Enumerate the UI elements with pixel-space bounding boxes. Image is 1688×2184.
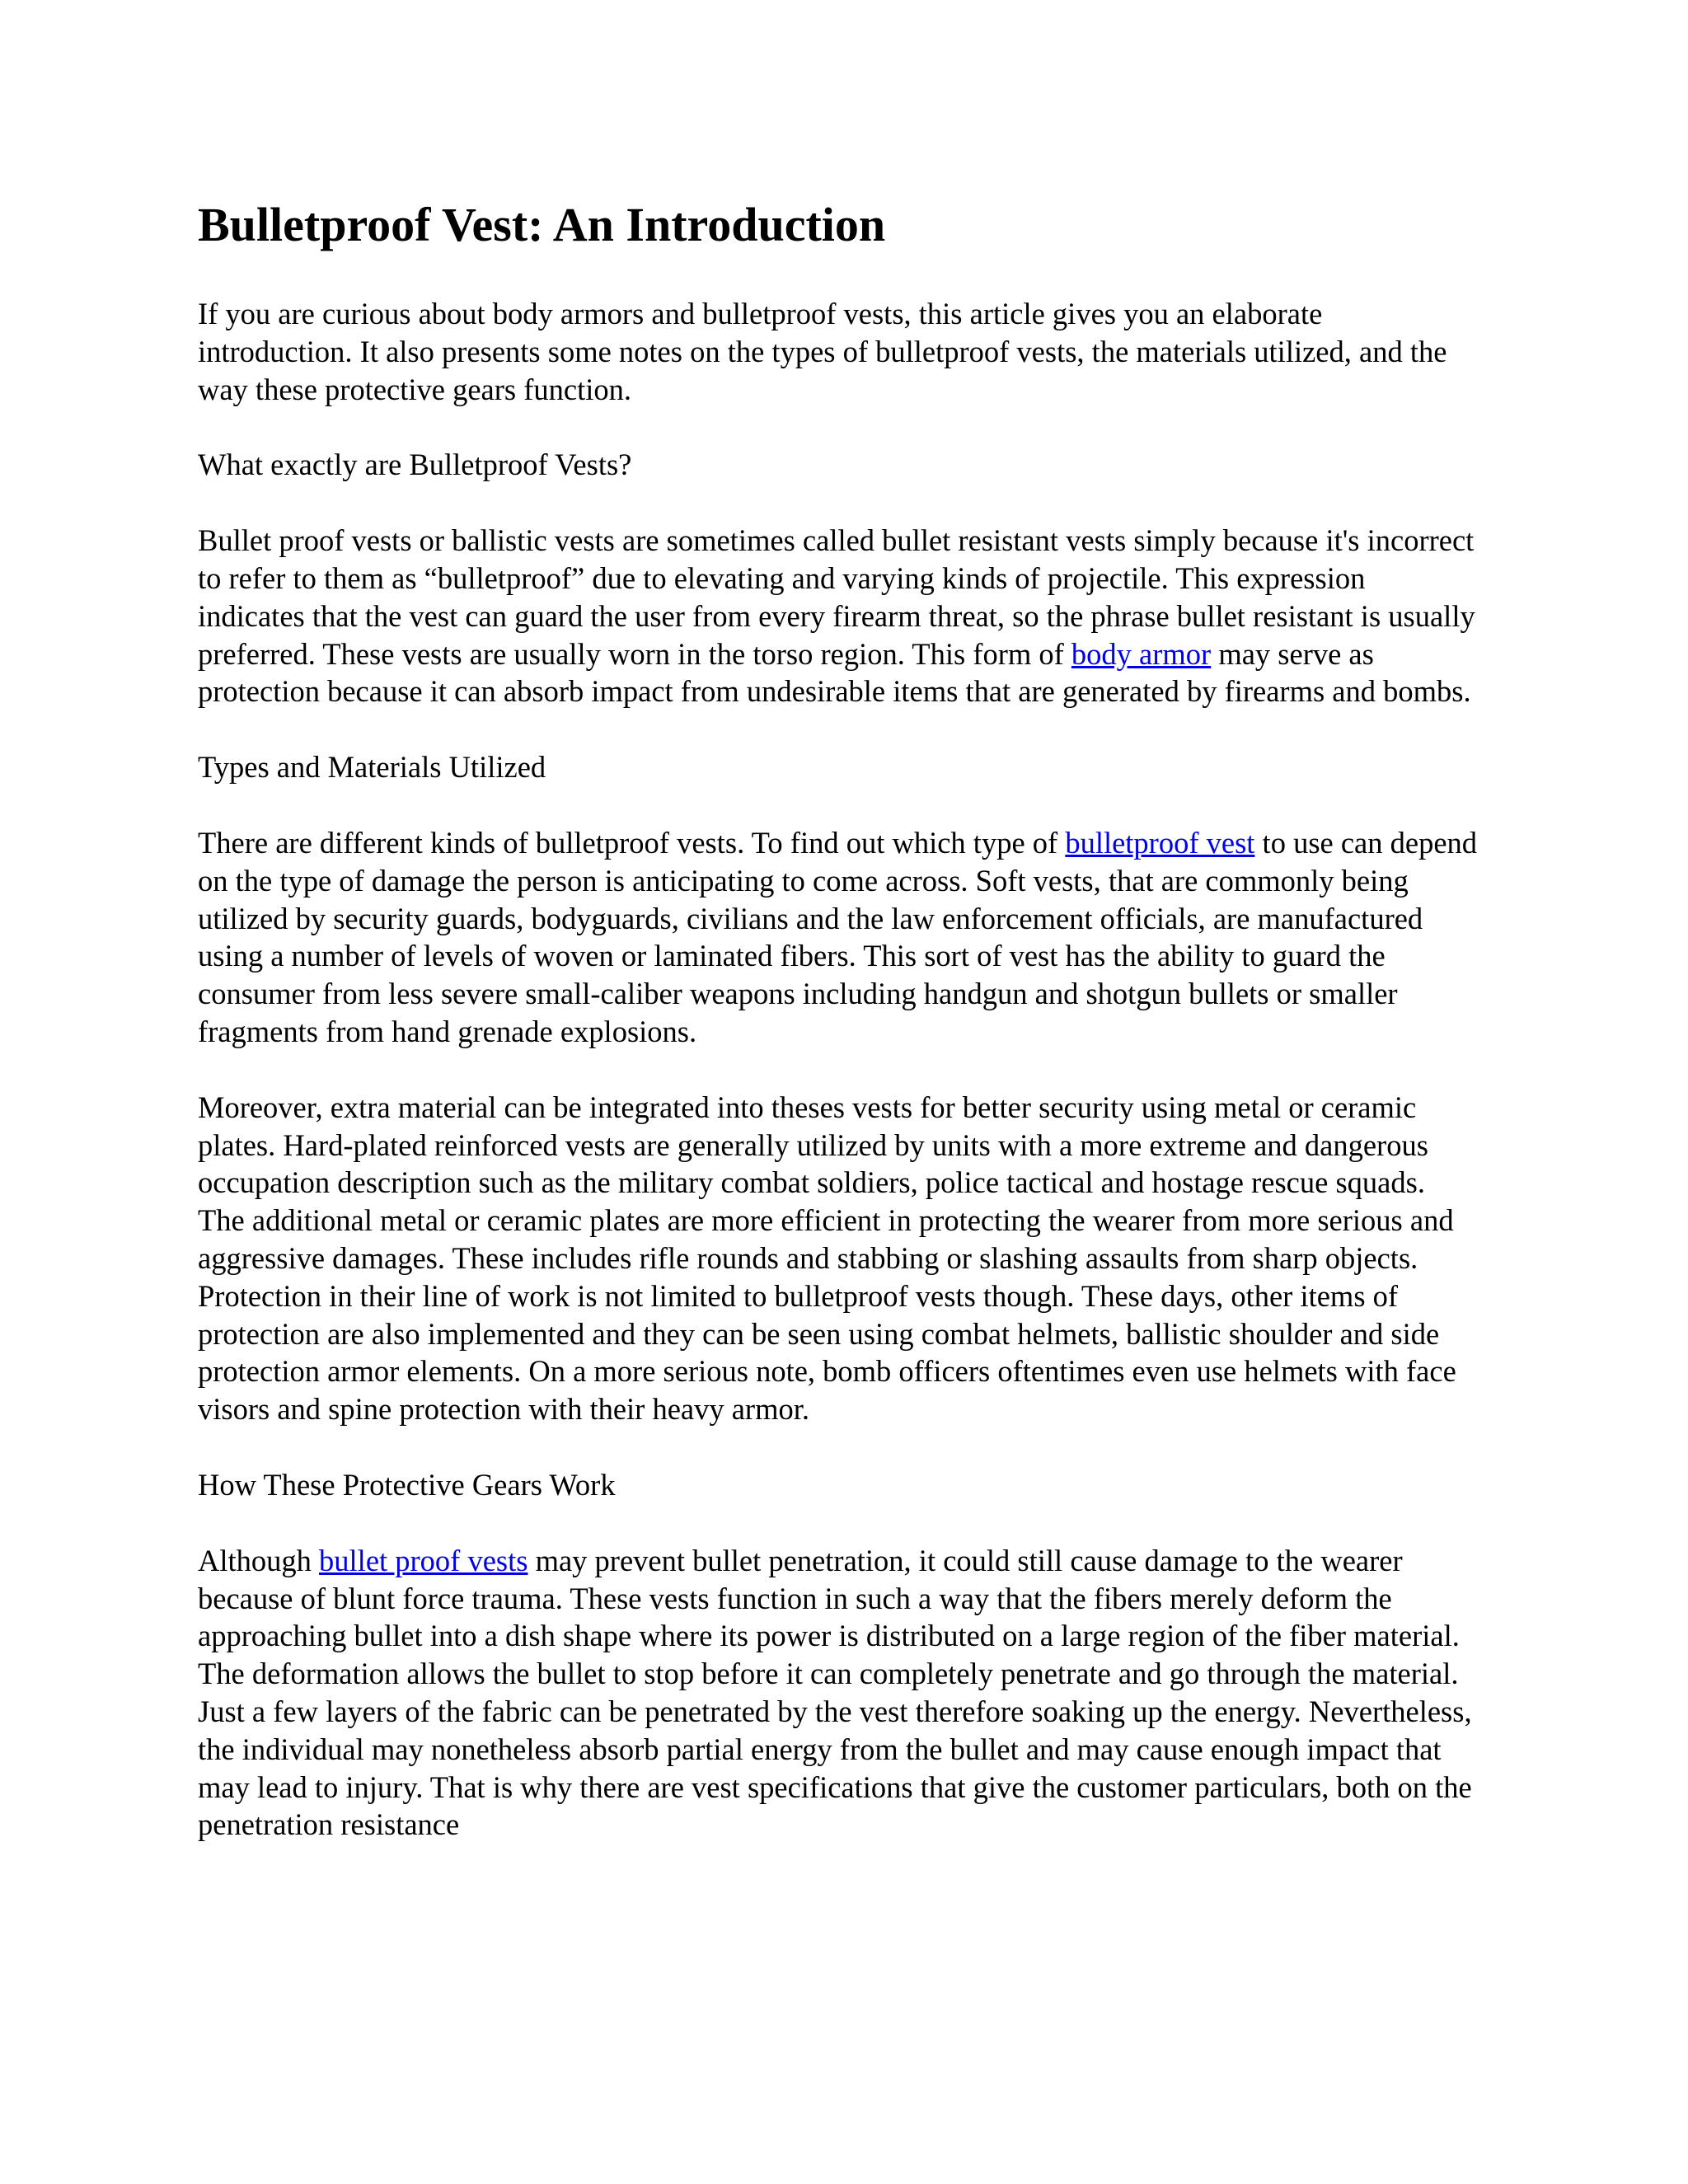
section-heading-how: How These Protective Gears Work [198,1467,616,1502]
bulletproof-vest-link[interactable]: bulletproof vest [1065,825,1255,860]
what-paragraph [198,522,1478,710]
what-text-end: may serve as protection because it can absorb impact from undesirable items that are generated by firearms and bombs. [198,636,1471,709]
section-heading-types: Types and Materials Utilized [198,750,546,785]
how-paragraph [198,1542,1478,1844]
types-text-end: to use can depend on the type of damage the person is anticipating to come across. Soft vests, that are commonly being utilized by security guards, bodyguards, civilians and the law enforcement officials, are manufactured using a number of levels of woven or laminated fibers. This sort of vest has the ability to guard the consumer from less severe small-caliber weapons including handgun and shotgun bullets or smaller fragments from hand grenade explosions. [198,825,1478,1048]
article-title: Bulletproof Vest: An Introduction [198,198,886,251]
bullet-proof-vests-link[interactable]: bullet proof vests [319,1543,528,1577]
types-text-start: There are different kinds of bulletproof vests. To find out which type of [198,825,1066,860]
body-armor-link[interactable]: body armor [1071,636,1212,671]
section-heading-what: What exactly are Bulletproof Vests? [198,448,632,482]
how-text-end: may prevent bullet penetration, it could still cause damage to the wearer because of blunt force trauma. These vests function in such a way that the fibers merely deform the approaching bullet into a dish shape where its power is distributed on a large region of the fiber material. The deformation allows the bullet to stop before it can completely penetrate and go through the material. Just a few layers of the fabric can be penetrated by the vest therefore soaking up the energy. Nevertheless, the individual may nonetheless absorb partial energy from the bullet and may cause enough impact that may lead to injury. That is why there are vest specifications that give the customer particulars, both on the penetration resistance [198,1543,1472,1842]
types-paragraph [198,824,1478,1051]
intro-paragraph: If you are curious about body armors and bulletproof vests, this article gives you an elaborate introduction. It also presents some notes on the types of bulletproof vests, the materials utilized, and the way these protective gears function. [198,297,1447,406]
what-text-start: Bullet proof vests or ballistic vests are sometimes called bullet resistant vests simply because it's incorrect to refer to them as “bulletproof” due to elevating and varying kinds of projectile. This expression indicates that the vest can guard the user from every firearm threat, so the phrase bullet resistant is usually preferred. These vests are usually worn in the torso region. This form of [198,523,1475,671]
moreover-paragraph: Moreover, extra material can be integrated into theses vests for better security using metal or ceramic plates. Hard-plated reinforced vests are generally utilized by units with a more extreme and dangerous occupation description such as the military combat soldiers, police tactical and hostage rescue squads. The additional metal or ceramic plates are more efficient in protecting the wearer from more serious and aggressive damages. These includes rifle rounds and stabbing or slashing assaults from sharp objects. Protection in their line of work is not limited to bulletproof vests though. These days, other items of protection are also implemented and they can be seen using combat helmets, ballistic shoulder and side protection armor elements. On a more serious note, bomb officers oftentimes even use helmets with face visors and spine protection with their heavy armor. [198,1090,1456,1427]
how-text-start: Although [198,1543,320,1577]
